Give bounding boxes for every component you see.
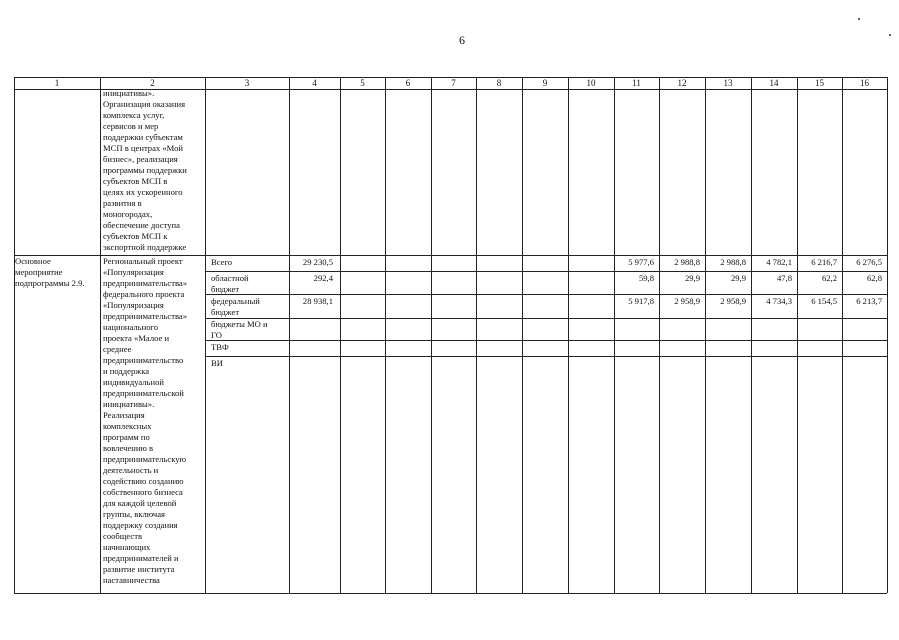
grid-line	[205, 271, 887, 272]
grid-line	[705, 77, 706, 593]
grid-line	[14, 77, 15, 593]
value-cell: 6 216,7	[811, 257, 837, 267]
column-header: 11	[632, 78, 641, 88]
column-header: 5	[360, 78, 365, 88]
grid-line	[205, 77, 206, 593]
page-number: 6	[459, 33, 465, 47]
grid-line	[340, 77, 341, 593]
value-cell: 29,9	[684, 273, 700, 283]
event-description: Региональный проект «Популяризация предпринимательства» федерального проекта «Популяризация предпринимательства» национального проекта «Малое и среднее предпринимательство и поддержка индивидуальной предпринимательской инициативы». Реализация комплексных программ по вовлечению в предпринимательскую деятельность и содействию созданию собственного бизнеса для каждой целевой группы, включая поддержку создания сообществ начинающих предпринимателей и развитие института наставничества	[103, 256, 188, 585]
column-header: 8	[496, 78, 502, 88]
grid-line	[431, 77, 432, 593]
grid-line	[205, 318, 887, 319]
grid-line	[476, 77, 477, 593]
column-header: 12	[677, 78, 687, 88]
value-cell: 62,2	[821, 273, 837, 283]
grid-line	[568, 77, 569, 593]
funding-source-label: федеральный бюджет	[211, 296, 260, 317]
value-cell: 5 977,6	[628, 257, 654, 267]
column-header: 4	[312, 78, 317, 88]
grid-line	[100, 77, 101, 593]
continuation-description: инициативы». Организация оказания комплекса услуг, сервисов и мер поддержки субъектам МСП в центрах «Мой бизнес», реализация программы поддержки субъектов МСП в целях их ускоренного развития в моногородах, обеспечение доступа субъектов МСП к экспортной поддержке	[103, 88, 187, 252]
column-header: 14	[769, 78, 779, 88]
column-header: 6	[405, 78, 411, 88]
grid-line	[205, 294, 887, 295]
column-header: 10	[586, 78, 596, 88]
column-header: 1	[54, 78, 60, 88]
funding-source-label: Всего	[211, 257, 233, 267]
column-header: 3	[244, 78, 250, 88]
value-cell: 5 917,8	[628, 296, 654, 306]
grid-line	[289, 77, 290, 593]
grid-line	[751, 77, 752, 593]
grid-line	[797, 77, 798, 593]
value-cell: 6 213,7	[856, 296, 882, 306]
value-cell: 2 958,9	[674, 296, 700, 306]
value-cell: 4 782,1	[766, 257, 792, 267]
grid-line	[385, 77, 386, 593]
grid-line	[842, 77, 843, 593]
column-header: 7	[451, 78, 456, 88]
grid-line	[205, 340, 887, 341]
value-cell: 2 988,8	[720, 257, 746, 267]
value-cell: 47,8	[776, 273, 792, 283]
column-header: 2	[150, 78, 155, 88]
grid-line	[14, 593, 887, 594]
scan-speck	[889, 34, 891, 36]
grid-line	[887, 77, 888, 593]
value-cell: 29,9	[730, 273, 746, 283]
value-cell: 4 734,3	[766, 296, 792, 306]
grid-line	[659, 77, 660, 593]
value-cell: 59,8	[638, 273, 654, 283]
value-cell: 2 958,9	[720, 296, 746, 306]
funding-source-label: ТВФ	[211, 342, 229, 352]
value-cell: 2 988,8	[674, 257, 700, 267]
scan-speck	[858, 18, 860, 20]
column-header: 13	[723, 78, 733, 88]
column-header: 9	[542, 78, 548, 88]
funding-source-label: ВИ	[211, 358, 223, 368]
grid-line	[614, 77, 615, 593]
value-cell: 6 154,5	[811, 296, 837, 306]
value-cell: 62,8	[866, 273, 882, 283]
value-cell: 292,4	[313, 273, 333, 283]
grid-line	[522, 77, 523, 593]
funding-source-label: областной бюджет	[211, 273, 249, 294]
funding-source-label: бюджеты МО и ГО	[211, 319, 268, 340]
column-header: 15	[815, 78, 824, 88]
event-title: Основное мероприятие подпрограммы 2.9.	[15, 256, 85, 288]
value-cell: 6 276,5	[856, 257, 882, 267]
value-cell: 28 938,1	[302, 296, 333, 306]
grid-line	[205, 356, 887, 357]
column-header: 16	[860, 78, 869, 88]
value-cell: 29 230,5	[302, 257, 333, 267]
